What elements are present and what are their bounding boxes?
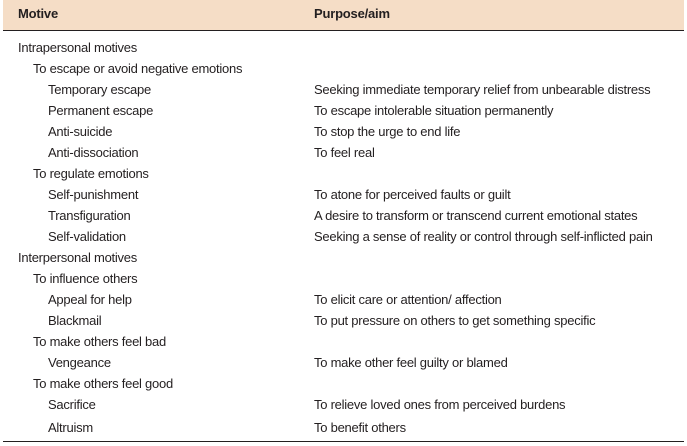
purpose-cell: To feel real <box>314 145 375 160</box>
motive-cell: Self-validation <box>48 229 126 244</box>
header-motive: Motive <box>18 6 58 21</box>
table-row <box>3 227 684 248</box>
motive-cell: Transfiguration <box>48 208 131 223</box>
table-row <box>3 101 684 122</box>
purpose-cell: To atone for perceived faults or guilt <box>314 187 511 202</box>
table-row <box>3 248 684 269</box>
motive-cell: Interpersonal motives <box>18 250 138 265</box>
purpose-cell: Seeking a sense of reality or control through self-inflicted pain <box>314 229 653 244</box>
table-row <box>3 418 684 439</box>
motive-cell: Sacrifice <box>48 397 96 412</box>
motive-cell: Anti-dissociation <box>48 145 139 160</box>
purpose-cell: A desire to transform or transcend current emotional states <box>314 208 638 223</box>
purpose-cell: To put pressure on others to get something specific <box>314 313 596 328</box>
table-row <box>3 122 684 143</box>
table-header <box>3 0 684 31</box>
motive-cell: Vengeance <box>48 355 111 370</box>
motive-cell: Appeal for help <box>48 292 132 307</box>
table-row <box>3 269 684 290</box>
motive-cell: Altruism <box>48 420 93 435</box>
table-row <box>3 185 684 206</box>
table-row <box>3 164 684 185</box>
purpose-cell: Seeking immediate temporary relief from unbearable distress <box>314 82 651 97</box>
table-row <box>3 353 684 374</box>
purpose-cell: To stop the urge to end life <box>314 124 461 139</box>
purpose-cell: To benefit others <box>314 420 406 435</box>
motive-cell: To influence others <box>33 271 138 286</box>
motive-cell: Anti-suicide <box>48 124 113 139</box>
table-row <box>3 143 684 164</box>
motive-cell: Blackmail <box>48 313 102 328</box>
table-row <box>3 206 684 227</box>
motive-cell: Intrapersonal motives <box>18 40 138 55</box>
motives-table <box>3 0 684 442</box>
purpose-cell: To escape intolerable situation permanently <box>314 103 554 118</box>
motive-cell: To regulate emotions <box>33 166 149 181</box>
motive-cell: Temporary escape <box>48 82 151 97</box>
motive-cell: To make others feel bad <box>33 334 166 349</box>
motive-cell: To escape or avoid negative emotions <box>33 61 243 76</box>
table-row <box>3 59 684 80</box>
table-row <box>3 38 684 59</box>
purpose-cell: To elicit care or attention/ affection <box>314 292 502 307</box>
purpose-cell: To relieve loved ones from perceived burdens <box>314 397 566 412</box>
table-row <box>3 290 684 311</box>
header-purpose: Purpose/aim <box>314 6 390 21</box>
table-row <box>3 311 684 332</box>
motive-cell: Self-punishment <box>48 187 139 202</box>
table-row <box>3 332 684 353</box>
motive-cell: Permanent escape <box>48 103 154 118</box>
table-row <box>3 374 684 395</box>
table-row <box>3 80 684 101</box>
motive-cell: To make others feel good <box>33 376 173 391</box>
table-row <box>3 395 684 416</box>
purpose-cell: To make other feel guilty or blamed <box>314 355 508 370</box>
